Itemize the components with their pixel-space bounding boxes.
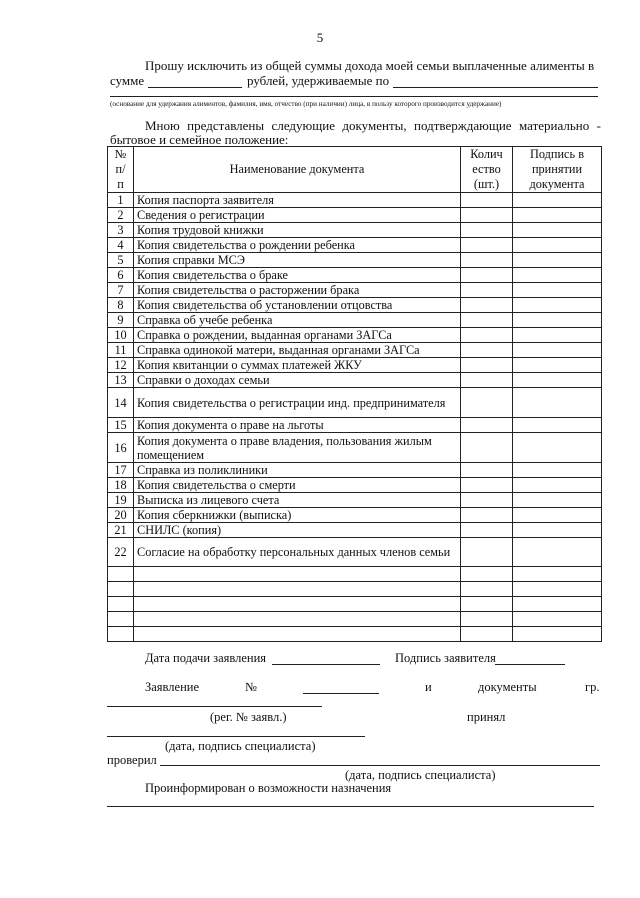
informed-label: Проинформирован о возможности назначения [145, 781, 392, 795]
alimony-sum-suffix: рублей, удерживаемые по [247, 73, 390, 88]
row-quantity-cell[interactable] [461, 478, 513, 493]
documents-intro-line1: Мною представлены следующие документы, подтверждающие материально - [145, 118, 601, 133]
table-row [108, 283, 602, 298]
row-document-name: Копия квитанции о суммах платежей ЖКУ [134, 358, 461, 373]
table-row [108, 508, 602, 523]
row-document-name: Справка одинокой матери, выданная органами ЗАГСа [134, 343, 461, 358]
row-signature-cell[interactable] [513, 493, 602, 508]
row-signature-cell[interactable] [513, 313, 602, 328]
row-document-name: Копия свидетельства о расторжении брака [134, 283, 461, 298]
table-row [108, 253, 602, 268]
table-row [108, 208, 602, 223]
documents-label: документы [478, 680, 537, 694]
table-row [108, 418, 602, 433]
row-number: 13 [108, 373, 134, 388]
row-signature-cell[interactable] [513, 463, 602, 478]
row-number: 21 [108, 523, 134, 538]
row-document-name: Копия свидетельства о браке [134, 268, 461, 283]
row-signature-cell[interactable] [513, 418, 602, 433]
row-quantity-cell[interactable] [461, 538, 513, 567]
row-document-name: Копия документа о праве на льготы [134, 418, 461, 433]
row-quantity-cell[interactable] [461, 313, 513, 328]
row-document-name: Копия справки МСЭ [134, 253, 461, 268]
table-row [108, 328, 602, 343]
row-number: 18 [108, 478, 134, 493]
table-row [108, 538, 602, 567]
alimony-sum-field[interactable] [148, 87, 242, 88]
alimony-sum-label: сумме [110, 73, 145, 88]
header-num: № п/ п [108, 147, 134, 193]
row-quantity-cell[interactable] [461, 193, 513, 208]
table-row [108, 238, 602, 253]
alimony-basis-field-inline[interactable] [393, 87, 598, 88]
row-document-name: Копия свидетельства об установлении отцовства [134, 298, 461, 313]
row-signature-cell[interactable] [513, 283, 602, 298]
row-signature-cell[interactable] [513, 538, 602, 567]
row-document-name: Копия свидетельства о регистрации инд. предпринимателя [134, 388, 461, 418]
row-quantity-cell[interactable] [461, 253, 513, 268]
row-signature-cell[interactable] [513, 388, 602, 418]
row-quantity-cell[interactable] [461, 223, 513, 238]
row-quantity-cell[interactable] [461, 208, 513, 223]
row-signature-cell[interactable] [513, 433, 602, 463]
row-quantity-cell[interactable] [461, 373, 513, 388]
alimony-text-line1: Прошу исключить из общей суммы дохода моей семьи выплаченные алименты в [145, 58, 595, 73]
row-number: 4 [108, 238, 134, 253]
table-row [108, 193, 602, 208]
table-row [108, 358, 602, 373]
row-signature-cell[interactable] [513, 328, 602, 343]
row-document-name: Сведения о регистрации [134, 208, 461, 223]
row-number: 9 [108, 313, 134, 328]
row-number: 22 [108, 538, 134, 567]
documents-intro-line2: бытовое и семейное положение: [110, 132, 289, 147]
row-signature-cell[interactable] [513, 208, 602, 223]
signature-label: Подпись заявителя [395, 651, 496, 665]
row-signature-cell[interactable] [513, 298, 602, 313]
row-document-name: Справки о доходах семьи [134, 373, 461, 388]
alimony-basis-field[interactable] [110, 96, 598, 97]
signature-field[interactable] [495, 664, 565, 665]
table-row-empty [108, 627, 602, 642]
reg-number-label: (рег. № заявл.) [210, 710, 287, 724]
applicant-name-field[interactable] [107, 706, 322, 707]
table-row [108, 298, 602, 313]
row-number: 19 [108, 493, 134, 508]
row-number: 12 [108, 358, 134, 373]
and-label: и [425, 680, 432, 694]
row-signature-cell[interactable] [513, 343, 602, 358]
row-number: 1 [108, 193, 134, 208]
table-row-empty [108, 567, 602, 582]
row-quantity-cell[interactable] [461, 238, 513, 253]
row-signature-cell[interactable] [513, 238, 602, 253]
row-signature-cell[interactable] [513, 478, 602, 493]
row-quantity-cell[interactable] [461, 358, 513, 373]
row-number: 20 [108, 508, 134, 523]
row-document-name: Согласие на обработку персональных данных членов семьи [134, 538, 461, 567]
alimony-basis-note: (основание для удержания алиментов, фамилия, имя, отчество (при наличии) лица, в пользу которого производится удержание) [110, 100, 502, 108]
table-row [108, 463, 602, 478]
statement-number-field[interactable] [303, 693, 379, 694]
row-signature-cell[interactable] [513, 373, 602, 388]
row-document-name: Справка об учебе ребенка [134, 313, 461, 328]
number-sign: № [245, 680, 257, 694]
gr-label: гр. [585, 680, 600, 694]
row-number: 15 [108, 418, 134, 433]
row-quantity-cell[interactable] [461, 523, 513, 538]
row-document-name: СНИЛС (копия) [134, 523, 461, 538]
row-quantity-cell[interactable] [461, 508, 513, 523]
row-number: 5 [108, 253, 134, 268]
row-signature-cell[interactable] [513, 253, 602, 268]
date-sign-specialist-2: (дата, подпись специалиста) [345, 768, 496, 782]
row-document-name: Копия трудовой книжки [134, 223, 461, 238]
row-quantity-cell[interactable] [461, 283, 513, 298]
row-document-name: Копия свидетельства о смерти [134, 478, 461, 493]
row-quantity-cell[interactable] [461, 268, 513, 283]
statement-label: Заявление [145, 680, 200, 694]
header-signature: Подпись в принятии документа [513, 147, 602, 193]
row-document-name: Справка из поликлиники [134, 463, 461, 478]
row-document-name: Копия свидетельства о рождении ребенка [134, 238, 461, 253]
table-row [108, 523, 602, 538]
row-number: 2 [108, 208, 134, 223]
row-quantity-cell[interactable] [461, 418, 513, 433]
table-row [108, 343, 602, 358]
row-quantity-cell[interactable] [461, 343, 513, 358]
checked-by-field[interactable] [160, 765, 600, 766]
table-row [108, 268, 602, 283]
row-quantity-cell[interactable] [461, 433, 513, 463]
date-field[interactable] [272, 664, 380, 665]
page-number: 5 [316, 30, 324, 45]
header-document-name: Наименование документа [134, 147, 461, 193]
table-row [108, 373, 602, 388]
table-row [108, 388, 602, 418]
row-document-name: Копия документа о праве владения, пользования жилым помещением [134, 433, 461, 463]
row-signature-cell[interactable] [513, 268, 602, 283]
table-row [108, 223, 602, 238]
row-number: 16 [108, 433, 134, 463]
row-quantity-cell[interactable] [461, 493, 513, 508]
row-signature-cell[interactable] [513, 508, 602, 523]
row-document-name: Выписка из лицевого счета [134, 493, 461, 508]
date-sign-specialist-1: (дата, подпись специалиста) [165, 739, 316, 753]
row-quantity-cell[interactable] [461, 298, 513, 313]
row-document-name: Справка о рождении, выданная органами ЗАГСа [134, 328, 461, 343]
row-signature-cell[interactable] [513, 223, 602, 238]
row-quantity-cell[interactable] [461, 463, 513, 478]
table-row [108, 313, 602, 328]
row-number: 10 [108, 328, 134, 343]
row-number: 11 [108, 343, 134, 358]
date-label: Дата подачи заявления [145, 651, 267, 665]
row-document-name: Копия сберкнижки (выписка) [134, 508, 461, 523]
table-row-empty [108, 612, 602, 627]
accepted-by-field[interactable] [107, 736, 365, 737]
row-signature-cell[interactable] [513, 523, 602, 538]
row-number: 17 [108, 463, 134, 478]
row-number: 6 [108, 268, 134, 283]
table-header-row [108, 147, 602, 193]
header-quantity: Колич ество (шт.) [461, 147, 513, 193]
row-number: 8 [108, 298, 134, 313]
row-quantity-cell[interactable] [461, 388, 513, 418]
table-row-empty [108, 582, 602, 597]
row-number: 7 [108, 283, 134, 298]
informed-field[interactable] [107, 806, 594, 807]
row-number: 3 [108, 223, 134, 238]
table-row-empty [108, 597, 602, 612]
table-row [108, 433, 602, 463]
row-quantity-cell[interactable] [461, 328, 513, 343]
table-row [108, 493, 602, 508]
row-number: 14 [108, 388, 134, 418]
row-signature-cell[interactable] [513, 358, 602, 373]
row-document-name: Копия паспорта заявителя [134, 193, 461, 208]
accepted-label: принял [467, 710, 506, 724]
row-signature-cell[interactable] [513, 193, 602, 208]
table-row [108, 478, 602, 493]
checked-label: проверил [107, 753, 157, 767]
documents-table [107, 146, 602, 642]
